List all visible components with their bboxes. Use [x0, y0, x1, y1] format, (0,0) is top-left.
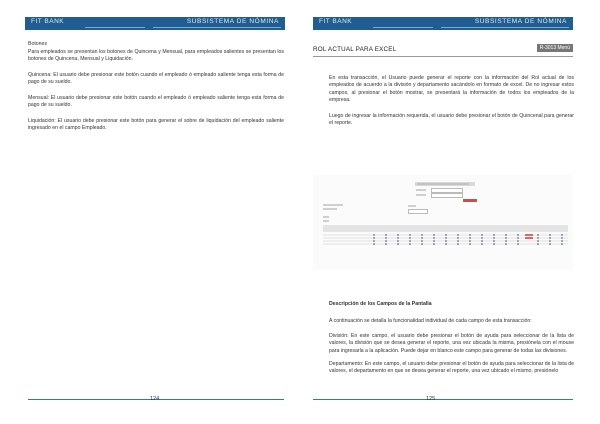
- screenshot-highlight-cell: [525, 237, 533, 239]
- footer-rule: [313, 399, 573, 400]
- screenshot-table-cell: [385, 234, 387, 236]
- screenshot-button: [463, 199, 477, 202]
- buttons-heading: Botones: [28, 41, 48, 47]
- page-number: 124: [150, 396, 160, 402]
- screenshot-table-cell: [433, 240, 435, 242]
- page-header-banner: [313, 17, 573, 30]
- screenshot-label: [408, 205, 416, 207]
- page-number: 125: [426, 396, 436, 402]
- system-name: SUBSISTEMA DE NÓMINA: [186, 18, 279, 25]
- screenshot-table-cell: [445, 243, 447, 245]
- screenshot-table-cell: [373, 243, 375, 245]
- screenshot-highlight-cell: [525, 234, 533, 236]
- screenshot-table-cell: [481, 234, 483, 236]
- paragraph-intro: En esta transacción, el Usuario puede generar el reporte con la información del Rol actual de los empleados de acuerdo a la división y departamento sacándolo en formato de excel. De no ingresar estos campos, al presionar el botón mostrar, se presentará la información de todos los empleados de la empresa.: [329, 75, 574, 104]
- screenshot-table-cell: [537, 243, 539, 245]
- screenshot-table-cell: [421, 237, 423, 239]
- screenshot-table-cell: [469, 234, 471, 236]
- screenshot-table-cell: [561, 237, 563, 239]
- screenshot-label: [323, 204, 343, 206]
- paragraph-mensual: Mensual: El usuario debe presionar este botón cuando el empleado ó empleado saliente tenga esta forma de pago de su sueldo.: [28, 95, 284, 109]
- paragraph-departamento: Departamento: En este campo, el usuario debe presionar el botón de ayuda para seleccionar de la lista de valores, el departamento en que se desea generar el reporte, una vez ubicado el mismo, presiónelo: [329, 361, 574, 375]
- screenshot-table-cell: [481, 237, 483, 239]
- screenshot-table-cell: [561, 243, 563, 245]
- screenshot-field: [431, 193, 463, 198]
- screenshot-label: [323, 216, 329, 218]
- screenshot-table-cell: [433, 234, 435, 236]
- screenshot-table-cell: [537, 240, 539, 242]
- paragraph-division: División: En este campo, el usuario debe presionar el botón de ayuda para seleccionar de la lista de valores, la división que se desea generar el reporte, una vez ubicada la misma, presiónela con el mouse para ingresarla a la aplicación. Puede dejar en blanco este campo para generar de todas las divisiones.: [329, 333, 574, 354]
- screenshot-table-cell: [445, 237, 447, 239]
- screenshot-table-cell: [537, 237, 539, 239]
- section-tag: R-3013 Menú: [537, 44, 573, 52]
- banner-divider: [153, 27, 281, 28]
- screenshot-table-cell: [505, 240, 507, 242]
- screenshot-table-cell: [517, 240, 519, 242]
- screenshot-table-cell: [397, 234, 399, 236]
- right-page: [300, 0, 600, 424]
- screenshot-table-cell: [469, 243, 471, 245]
- screenshot-table-cell: [469, 240, 471, 242]
- paragraph-instructions: Luego de ingresar la información requerida, el usuario debe presionar el botón de Quincenal para generar el reporte.: [329, 113, 574, 127]
- screenshot-table-cell: [517, 243, 519, 245]
- screenshot-table-cell: [493, 234, 495, 236]
- screenshot-table-cell: [561, 234, 563, 236]
- screenshot-table-cell: [481, 240, 483, 242]
- paragraph-fields-intro: A continuación se detalla la funcionalidad individual de cada campo de esta transacción:: [329, 318, 532, 324]
- paragraph-liquidacion: Liquidación: El usuario debe presionar este botón para generar el sobre de liquidación del empleado saliente ingresado en el campo Empleado.: [28, 118, 284, 132]
- paragraph-quincena: Quincena: El usuario debe presionar este botón cuando el empleado ó empleado saliente tenga esta forma de pago de su sueldo.: [28, 72, 284, 86]
- section-title: ROL ACTUAL PARA EXCEL: [313, 46, 397, 53]
- paragraph-buttons: Para empleados se presentan los botones de Quincena y Mensual, para empleados salientes se presentan los botones de Quincena, Mensual y Liquidación.: [28, 49, 284, 63]
- screenshot-table-cell: [397, 243, 399, 245]
- screenshot-table-cell: [421, 234, 423, 236]
- brand-logo-text: FIT BANK: [31, 18, 65, 25]
- screenshot-form-title: [417, 183, 469, 185]
- screenshot-table-cell: [433, 237, 435, 239]
- banner-divider: [441, 27, 569, 28]
- screenshot-table-cell: [493, 240, 495, 242]
- screenshot-table-cell: [445, 240, 447, 242]
- screenshot-table-cell: [505, 243, 507, 245]
- screenshot-table-cell: [385, 240, 387, 242]
- screenshot-table-cell: [493, 237, 495, 239]
- brand-logo-text: FIT BANK: [319, 18, 353, 25]
- screenshot-table-cell: [373, 240, 375, 242]
- screenshot-table-cell: [421, 240, 423, 242]
- screenshot-table-cell: [409, 237, 411, 239]
- screenshot-table-cell: [517, 234, 519, 236]
- screenshot-table-cell: [373, 237, 375, 239]
- screenshot-table-header: [323, 225, 568, 232]
- banner-divider: [373, 27, 433, 28]
- screenshot-table-cell: [385, 243, 387, 245]
- banner-divider: [85, 27, 145, 28]
- screenshot-table-cell: [409, 240, 411, 242]
- screenshot-table-cell: [549, 240, 551, 242]
- screenshot-table-cell: [457, 243, 459, 245]
- page-header-banner: [25, 17, 285, 30]
- screenshot-table-cell: [469, 237, 471, 239]
- screenshot-table-cell: [457, 237, 459, 239]
- screenshot-label: [416, 194, 426, 196]
- screenshot-table-cell: [493, 243, 495, 245]
- screenshot-table-cell: [445, 234, 447, 236]
- screenshot-table-cell: [505, 234, 507, 236]
- screenshot-field: [408, 209, 428, 214]
- screenshot-table-cell: [457, 234, 459, 236]
- screenshot-label: [416, 189, 426, 191]
- screenshot-table-cell: [549, 243, 551, 245]
- screenshot-table-cell: [549, 237, 551, 239]
- screenshot-table-cell: [409, 243, 411, 245]
- screenshot-table-cell: [505, 237, 507, 239]
- transaction-screenshot: [313, 175, 573, 270]
- screenshot-table-cell: [433, 243, 435, 245]
- screenshot-table-cell: [549, 234, 551, 236]
- screenshot-label: [323, 208, 337, 210]
- screenshot-table-cell: [517, 237, 519, 239]
- screenshot-table-cell: [561, 240, 563, 242]
- screenshot-table-cell: [385, 237, 387, 239]
- screenshot-table-cell: [397, 240, 399, 242]
- screenshot-table-cell: [409, 234, 411, 236]
- screenshot-table-cell: [457, 240, 459, 242]
- fields-heading: Descripción de los Campos de la Pantalla: [329, 301, 432, 307]
- screenshot-table-cell: [373, 234, 375, 236]
- screenshot-table-cell: [397, 237, 399, 239]
- system-name: SUBSISTEMA DE NÓMINA: [474, 18, 567, 25]
- screenshot-table-cell: [481, 243, 483, 245]
- screenshot-label: [323, 220, 329, 222]
- section-divider: [313, 56, 573, 57]
- screenshot-table-cell: [537, 234, 539, 236]
- screenshot-table-cell: [421, 243, 423, 245]
